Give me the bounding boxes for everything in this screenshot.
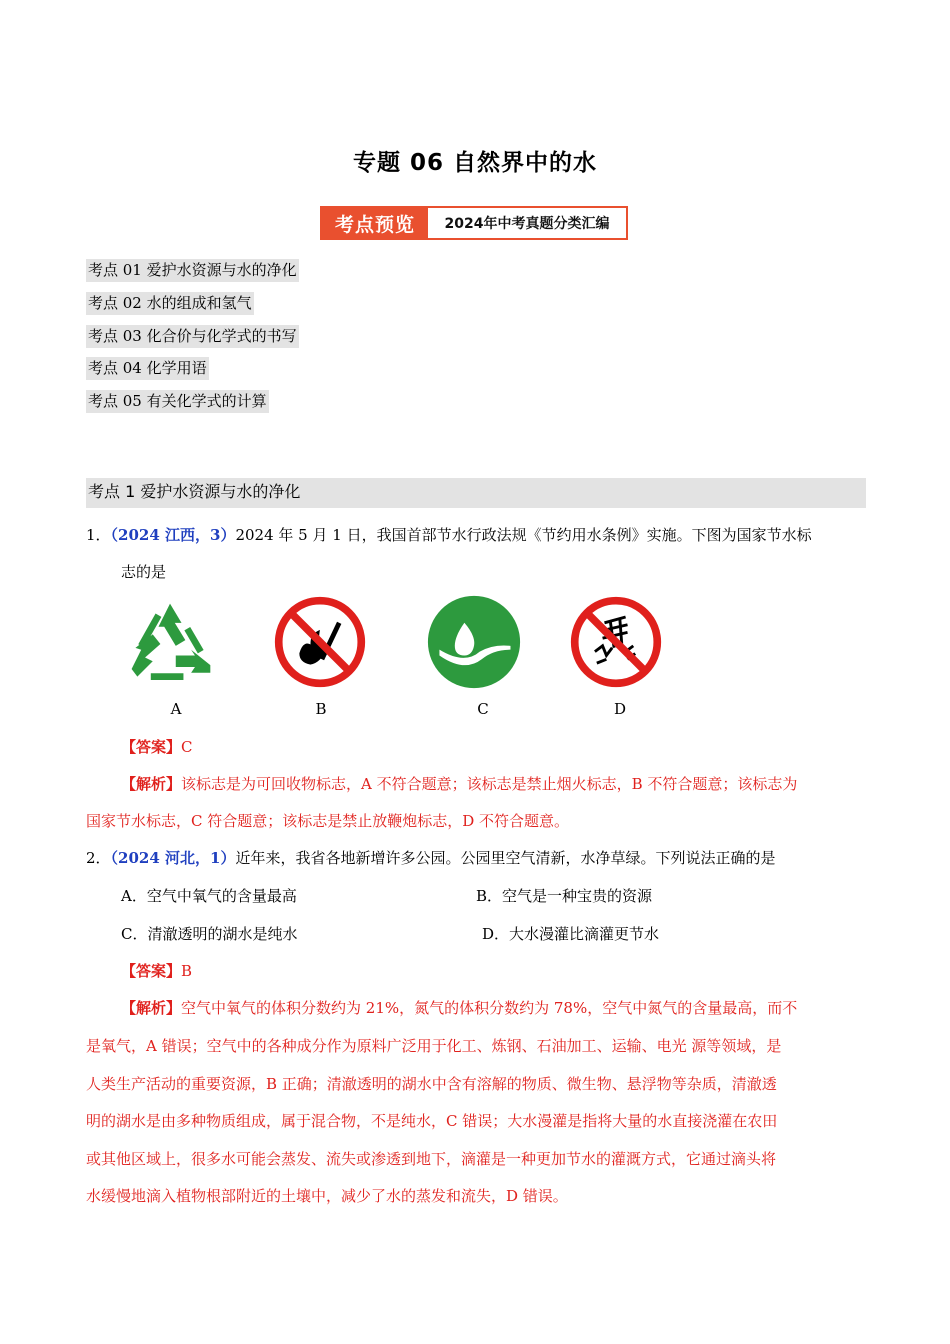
- toc-item: 考点 05 有关化学式的计算: [86, 390, 269, 413]
- option-a: A．空气中氧气的含量最高: [121, 887, 297, 905]
- question-2-stem: [86, 847, 775, 869]
- question-1-analysis-cont: 国家节水标志，C 符合题意；该标志是禁止放鞭炮标志，D 不符合题意。: [86, 812, 570, 830]
- analysis-line: 水缓慢地滴入植物根部附近的土壤中，减少了水的蒸发和流失，D 错误。: [86, 1187, 568, 1205]
- question-1-analysis: [121, 773, 797, 795]
- answer-value: B: [181, 962, 193, 980]
- analysis-text: 空气中氧气的体积分数约为 21%，氮气的体积分数约为 78%，空气中氮气的含量最高，而不: [181, 999, 798, 1017]
- toc-item: 考点 03 化合价与化学式的书写: [86, 325, 299, 348]
- water-saving-icon: [426, 594, 522, 690]
- option-c: C．清澈透明的湖水是纯水: [121, 925, 298, 943]
- answer-tag: 【答案】: [121, 962, 182, 980]
- analysis-tag: 【解析】: [121, 999, 182, 1017]
- question-text: 2024 年 5 月 1 日，我国首部节水行政法规《节约用水条例》实施。下图为国家节水标: [235, 526, 812, 544]
- banner-left-label: 考点预览: [322, 208, 428, 238]
- section-heading: 考点 1 爱护水资源与水的净化: [86, 478, 866, 508]
- analysis-line: 人类生产活动的重要资源，B 正确；清澈透明的湖水中含有溶解的物质、微生物、悬浮物等杂质，清澈透: [86, 1075, 777, 1093]
- analysis-tag: 【解析】: [121, 775, 182, 793]
- analysis-line: 或其他区域上，很多水可能会蒸发、流失或渗透到地下，滴灌是一种更加节水的灌溉方式，它通过滴头将: [86, 1150, 777, 1168]
- option-label-b: B: [315, 700, 327, 718]
- no-fire-icon: [272, 594, 368, 690]
- option-label-a: A: [170, 700, 182, 718]
- banner-right-label: 2024年中考真题分类汇编: [444, 216, 610, 232]
- answer-tag: 【答案】: [121, 738, 182, 756]
- question-2-analysis: [121, 997, 797, 1019]
- question-text: 近年来，我省各地新增许多公园。公园里空气清新，水净草绿。下列说法正确的是: [235, 849, 776, 867]
- option-label-d: D: [613, 700, 627, 718]
- toc-item: 考点 02 水的组成和氢气: [86, 292, 254, 315]
- answer-value: C: [181, 738, 193, 756]
- analysis-text: 该标志是为可回收物标志，A 不符合题意；该标志是禁止烟火标志，B 不符合题意；该标志为: [181, 775, 798, 793]
- analysis-line: 是氧气，A 错误；空气中的各种成分作为原料广泛用于化工、炼钢、石油加工、运输、电光 源等领域，是: [86, 1037, 782, 1055]
- analysis-line: 明的湖水是由多种物质组成，属于混合物，不是纯水，C 错误；大水漫灌是指将大量的水直接浇灌在农田: [86, 1112, 778, 1130]
- question-2-answer: [121, 960, 192, 982]
- question-1-stem-cont: 志的是: [121, 563, 167, 581]
- option-label-c: C: [477, 700, 489, 718]
- toc-item: 考点 01 爱护水资源与水的净化: [86, 259, 299, 282]
- toc-item: 考点 04 化学用语: [86, 357, 209, 380]
- recycle-icon: [122, 596, 218, 692]
- question-source: （2024 河北，1）: [110, 849, 236, 867]
- option-b: B．空气是一种宝贵的资源: [476, 887, 653, 905]
- page-title: 专题 06 自然界中的水: [352, 150, 598, 176]
- preview-banner: [320, 206, 628, 240]
- question-number: 1．: [86, 526, 111, 544]
- question-number: 2．: [86, 849, 111, 867]
- question-1-answer: [121, 736, 193, 758]
- question-1-stem: [86, 524, 812, 546]
- question-source: （2024 江西，3）: [110, 526, 236, 544]
- no-firecracker-icon: [568, 594, 664, 690]
- option-d: D．大水漫灌比滴灌更节水: [482, 925, 660, 943]
